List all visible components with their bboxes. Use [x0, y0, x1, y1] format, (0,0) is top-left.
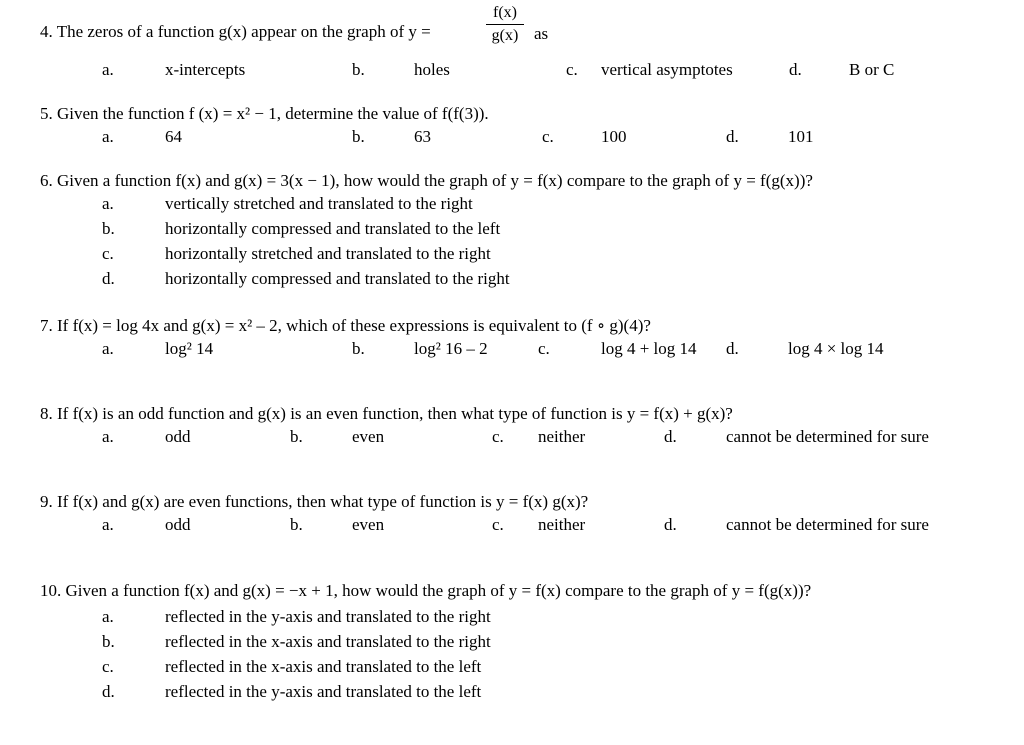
q10-option-c-letter[interactable]: c. — [102, 657, 114, 676]
q9-option-c-letter[interactable]: c. — [492, 515, 504, 534]
q9-option-d-letter[interactable]: d. — [664, 515, 677, 534]
q10-option-d-text[interactable]: reflected in the y-axis and translated to the left — [165, 682, 482, 701]
q8-option-c-text[interactable]: neither — [538, 427, 586, 446]
q5-option-d-text[interactable]: 101 — [788, 127, 814, 146]
q6-option-c-text[interactable]: horizontally stretched and translated to the right — [165, 244, 491, 263]
q5-option-c-text[interactable]: 100 — [601, 127, 627, 146]
q7-option-d-text[interactable]: log 4 × log 14 — [788, 339, 884, 358]
q4-option-c-text[interactable]: vertical asymptotes — [601, 60, 733, 79]
q5-option-d-letter[interactable]: d. — [726, 127, 739, 146]
q8-option-b-letter[interactable]: b. — [290, 427, 303, 446]
q9-option-d-text[interactable]: cannot be determined for sure — [726, 515, 929, 534]
q5-option-a-letter[interactable]: a. — [102, 127, 114, 146]
q10-option-b-text[interactable]: reflected in the x-axis and translated to the right — [165, 632, 491, 651]
q10-option-b-letter[interactable]: b. — [102, 632, 115, 651]
q6-option-b-letter[interactable]: b. — [102, 219, 115, 238]
question-6-stem: 6. Given a function f(x) and g(x) = 3(x − 1), how would the graph of y = f(x) compare to the graph of y = f(g(x))? — [40, 171, 813, 190]
q4-option-a-text[interactable]: x-intercepts — [165, 60, 246, 79]
q6-option-d-text[interactable]: horizontally compressed and translated to the right — [165, 269, 510, 288]
q9-option-c-text[interactable]: neither — [538, 515, 586, 534]
q4-option-d-text[interactable]: B or C — [849, 60, 895, 79]
question-7-stem: 7. If f(x) = log 4x and g(x) = x² – 2, which of these expressions is equivalent to (f ∘ g)(4)? — [40, 316, 651, 335]
q8-option-a-text[interactable]: odd — [165, 427, 191, 446]
q8-option-d-letter[interactable]: d. — [664, 427, 677, 446]
q7-option-b-letter[interactable]: b. — [352, 339, 365, 358]
q4-option-c-letter[interactable]: c. — [566, 60, 578, 79]
question-9-stem: 9. If f(x) and g(x) are even functions, then what type of function is y = f(x) g(x)? — [40, 492, 589, 511]
q4-option-b-letter[interactable]: b. — [352, 60, 365, 79]
q8-option-b-text[interactable]: even — [352, 427, 385, 446]
q10-option-a-text[interactable]: reflected in the y-axis and translated to the right — [165, 607, 491, 626]
fraction-denominator: g(x) — [491, 27, 519, 44]
question-8-stem: 8. If f(x) is an odd function and g(x) is an even function, then what type of function is y = f(x) + g(x)? — [40, 404, 733, 423]
q9-option-b-letter[interactable]: b. — [290, 515, 303, 534]
q6-option-a-letter[interactable]: a. — [102, 194, 114, 213]
q4-option-b-text[interactable]: holes — [414, 60, 450, 79]
q7-option-d-letter[interactable]: d. — [726, 339, 739, 358]
q5-option-c-letter[interactable]: c. — [542, 127, 554, 146]
q8-option-d-text[interactable]: cannot be determined for sure — [726, 427, 929, 446]
q10-option-d-letter[interactable]: d. — [102, 682, 115, 701]
q4-option-a-letter[interactable]: a. — [102, 60, 114, 79]
question-5-stem: 5. Given the function f (x) = x² − 1, determine the value of f(f(3)). — [40, 104, 489, 123]
q4-option-d-letter[interactable]: d. — [789, 60, 802, 79]
fraction-bar — [486, 24, 524, 25]
q6-option-d-letter[interactable]: d. — [102, 269, 115, 288]
q5-option-b-text[interactable]: 63 — [414, 127, 431, 146]
q6-option-c-letter[interactable]: c. — [102, 244, 114, 263]
q8-option-c-letter[interactable]: c. — [492, 427, 504, 446]
q9-option-a-letter[interactable]: a. — [102, 515, 114, 534]
q9-option-b-text[interactable]: even — [352, 515, 385, 534]
q5-option-b-letter[interactable]: b. — [352, 127, 365, 146]
q6-option-b-text[interactable]: horizontally compressed and translated to the left — [165, 219, 501, 238]
q6-option-a-text[interactable]: vertically stretched and translated to the right — [165, 194, 473, 213]
q8-option-a-letter[interactable]: a. — [102, 427, 114, 446]
q7-option-a-letter[interactable]: a. — [102, 339, 114, 358]
q10-option-c-text[interactable]: reflected in the x-axis and translated to the left — [165, 657, 482, 676]
q7-option-c-text[interactable]: log 4 + log 14 — [601, 339, 697, 358]
q7-option-c-letter[interactable]: c. — [538, 339, 550, 358]
question-4-stem-tail: as — [534, 24, 549, 43]
q9-option-a-text[interactable]: odd — [165, 515, 191, 534]
q7-option-a-text[interactable]: log² 14 — [165, 339, 214, 358]
question-10-stem: 10. Given a function f(x) and g(x) = −x + 1, how would the graph of y = f(x) compare to the graph of y = f(g(x))? — [40, 581, 812, 600]
question-4-fraction — [482, 4, 528, 45]
question-4-stem: 4. The zeros of a function g(x) appear on the graph of y = — [40, 22, 431, 41]
fraction-numerator: f(x) — [493, 4, 517, 21]
q5-option-a-text[interactable]: 64 — [165, 127, 182, 146]
q10-option-a-letter[interactable]: a. — [102, 607, 114, 626]
q7-option-b-text[interactable]: log² 16 – 2 — [414, 339, 488, 358]
